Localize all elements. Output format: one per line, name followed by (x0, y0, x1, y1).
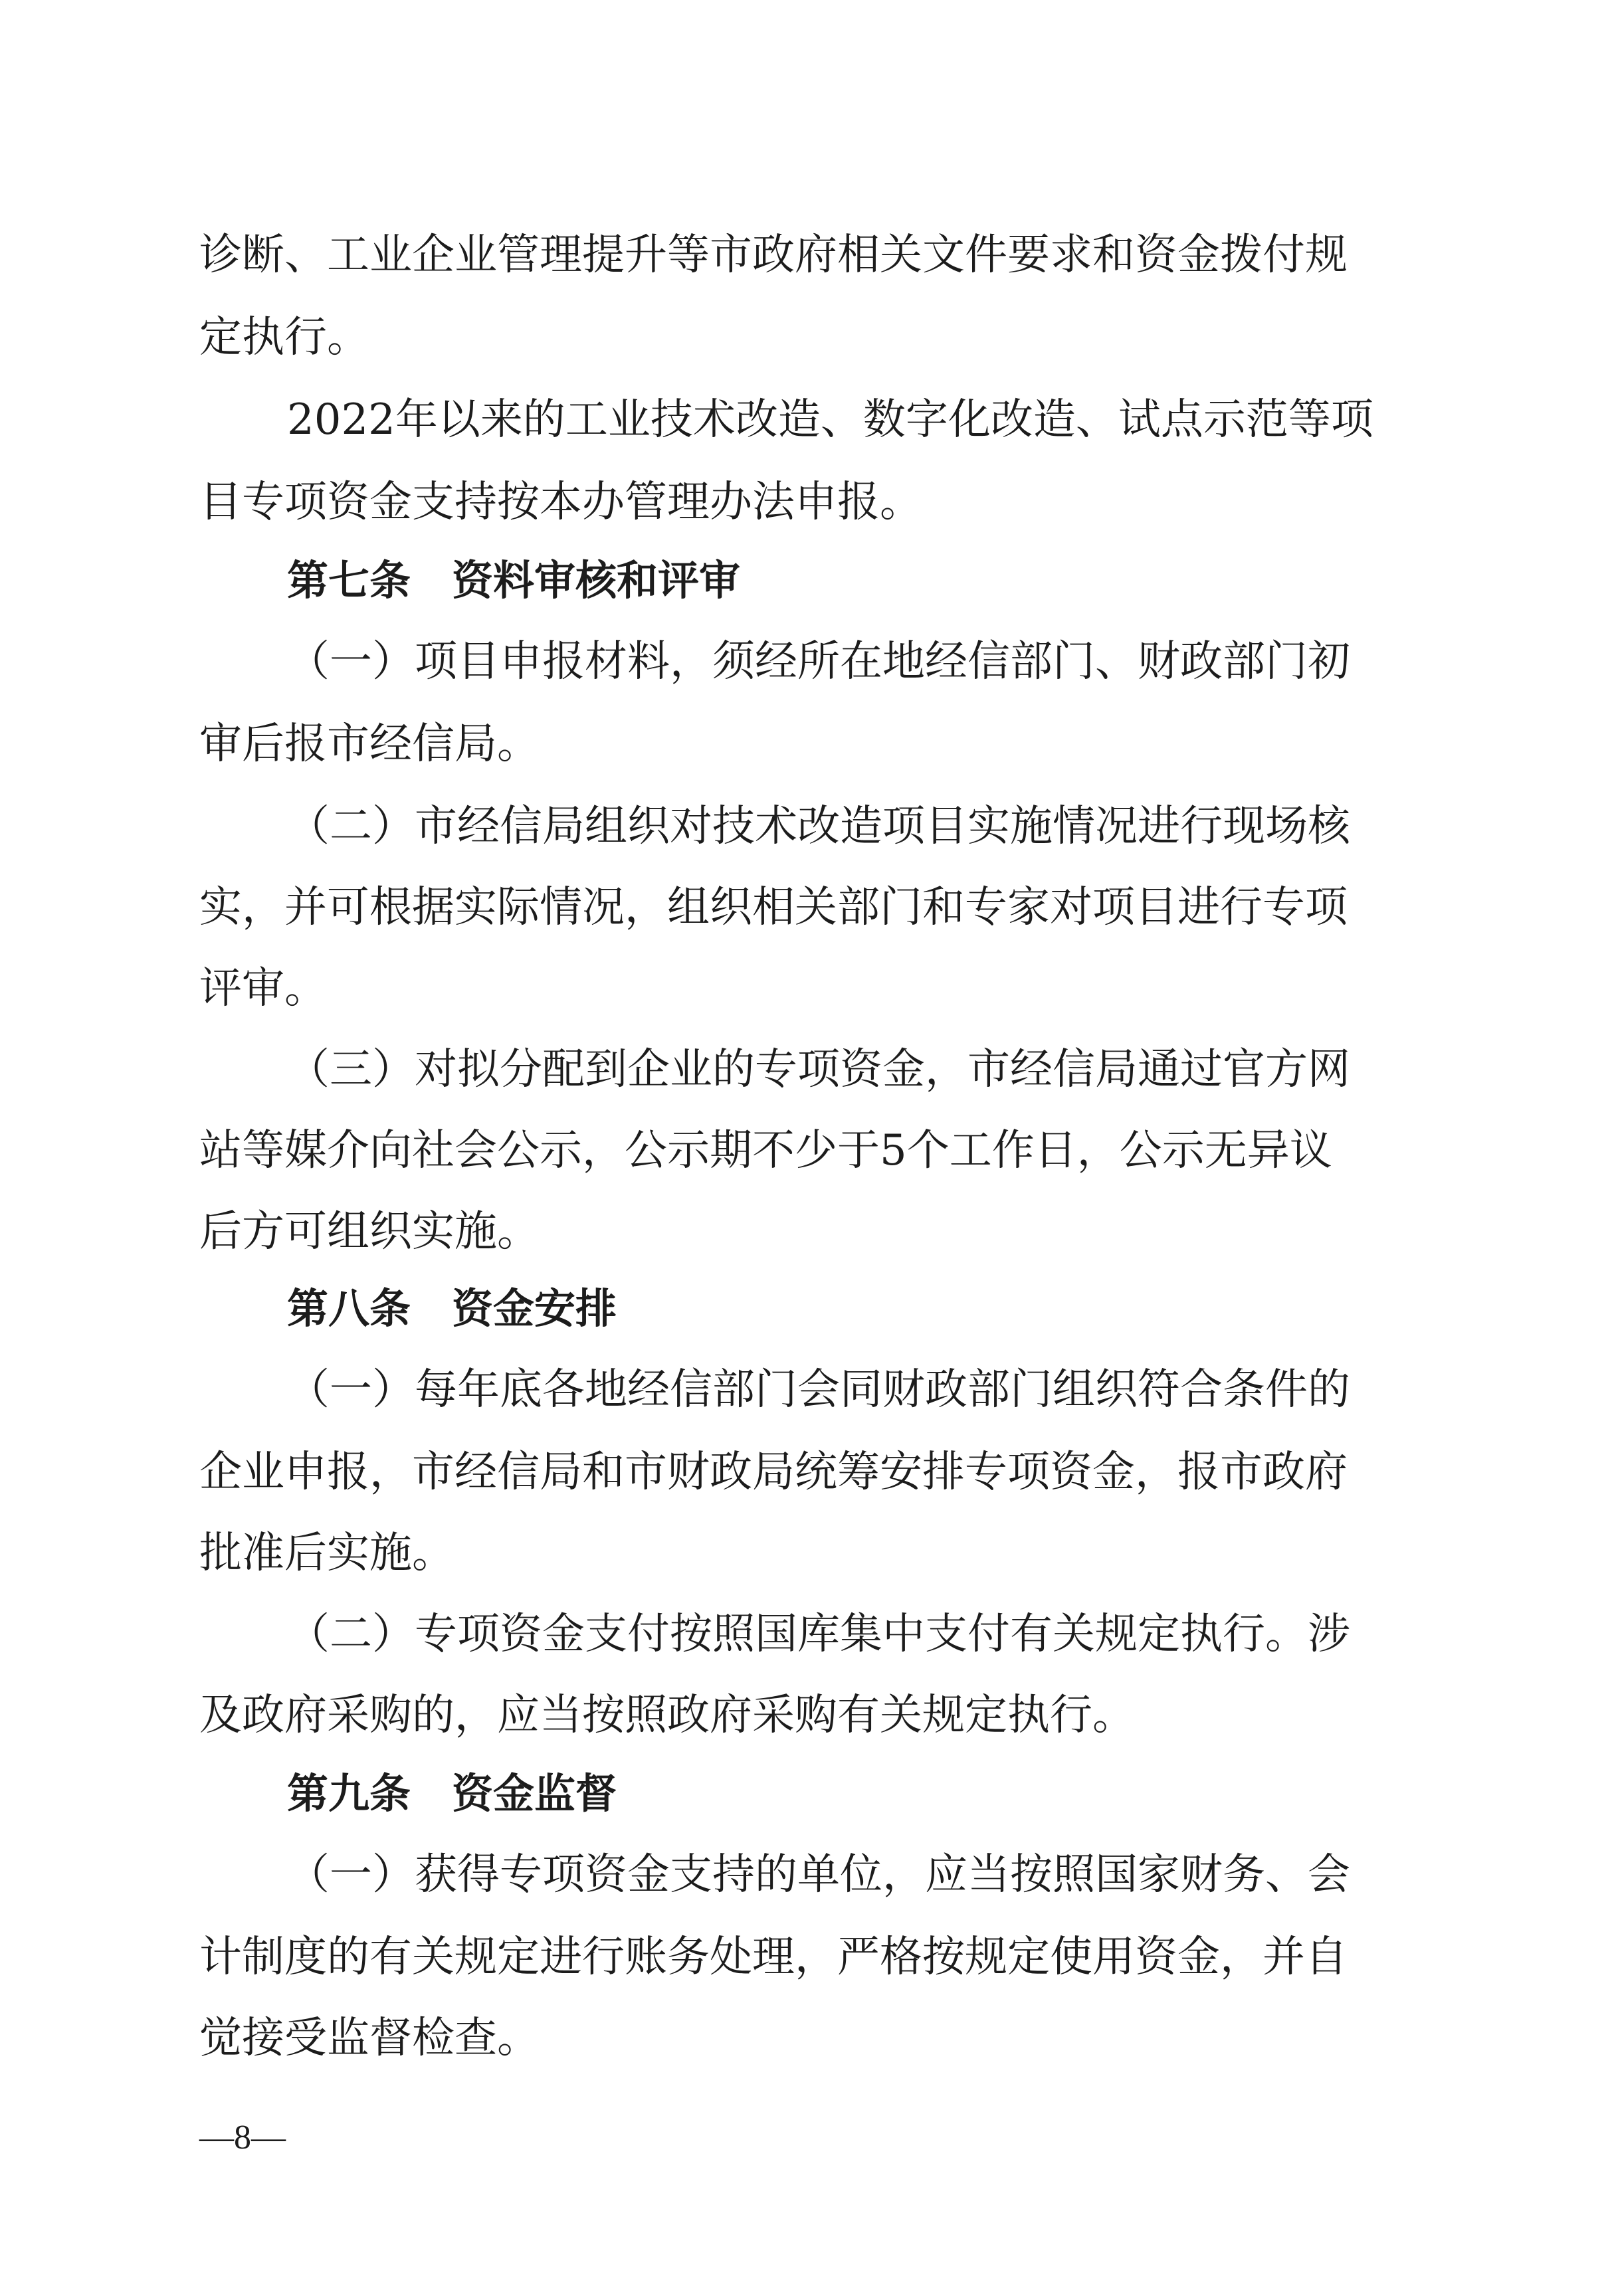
body-text-line: 2022年以来的工业技术改造、数字化改造、试点示范等项 (287, 395, 1373, 444)
body-text-line: （二）市经信局组织对技术改造项目实施情况进行现场核 (287, 802, 1350, 851)
body-text-line: （一）项目申报材料，须经所在地经信部门、财政部门初 (287, 637, 1350, 686)
page-number: —8— (199, 2119, 286, 2156)
body-text-line: 及政府采购的，应当按照政府采购有关规定执行。 (199, 1691, 1135, 1740)
body-text-line: 觉接受监督检查。 (199, 2014, 540, 2063)
body-text-line: 诊断、工业企业管理提升等市政府相关文件要求和资金拨付规 (199, 231, 1348, 280)
body-text-line: 评审。 (199, 964, 327, 1013)
body-text-line: 实，并可根据实际情况，组织相关部门和专家对项目进行专项 (199, 883, 1348, 932)
body-text-line: （二）专项资金支付按照国库集中支付有关规定执行。涉 (287, 1610, 1350, 1659)
article-8-heading: 第八条 资金安排 (287, 1284, 617, 1333)
body-text-line: 计制度的有关规定进行账务处理，严格按规定使用资金，并自 (199, 1933, 1348, 1982)
body-text-line: （一）每年底各地经信部门会同财政部门组织符合条件的 (287, 1365, 1350, 1414)
body-text-line: （三）对拟分配到企业的专项资金，市经信局通过官方网 (287, 1045, 1350, 1094)
body-text-line: 站等媒介向社会公示，公示期不少于5个工作日，公示无异议 (199, 1126, 1332, 1175)
body-text-line: 批准后实施。 (199, 1529, 454, 1578)
article-9-heading: 第九条 资金监督 (287, 1769, 617, 1818)
article-7-heading: 第七条 资料审核和评审 (287, 556, 741, 605)
body-text-line: 定执行。 (199, 313, 369, 362)
body-text-line: 后方可组织实施。 (199, 1207, 540, 1256)
body-text-line: 目专项资金支持按本办管理办法申报。 (199, 478, 922, 527)
body-text-line: 审后报市经信局。 (199, 719, 540, 769)
body-text-line: 企业申报，市经信局和市财政局统筹安排专项资金，报市政府 (199, 1448, 1348, 1497)
body-text-line: （一）获得专项资金支持的单位，应当按照国家财务、会 (287, 1850, 1350, 1899)
